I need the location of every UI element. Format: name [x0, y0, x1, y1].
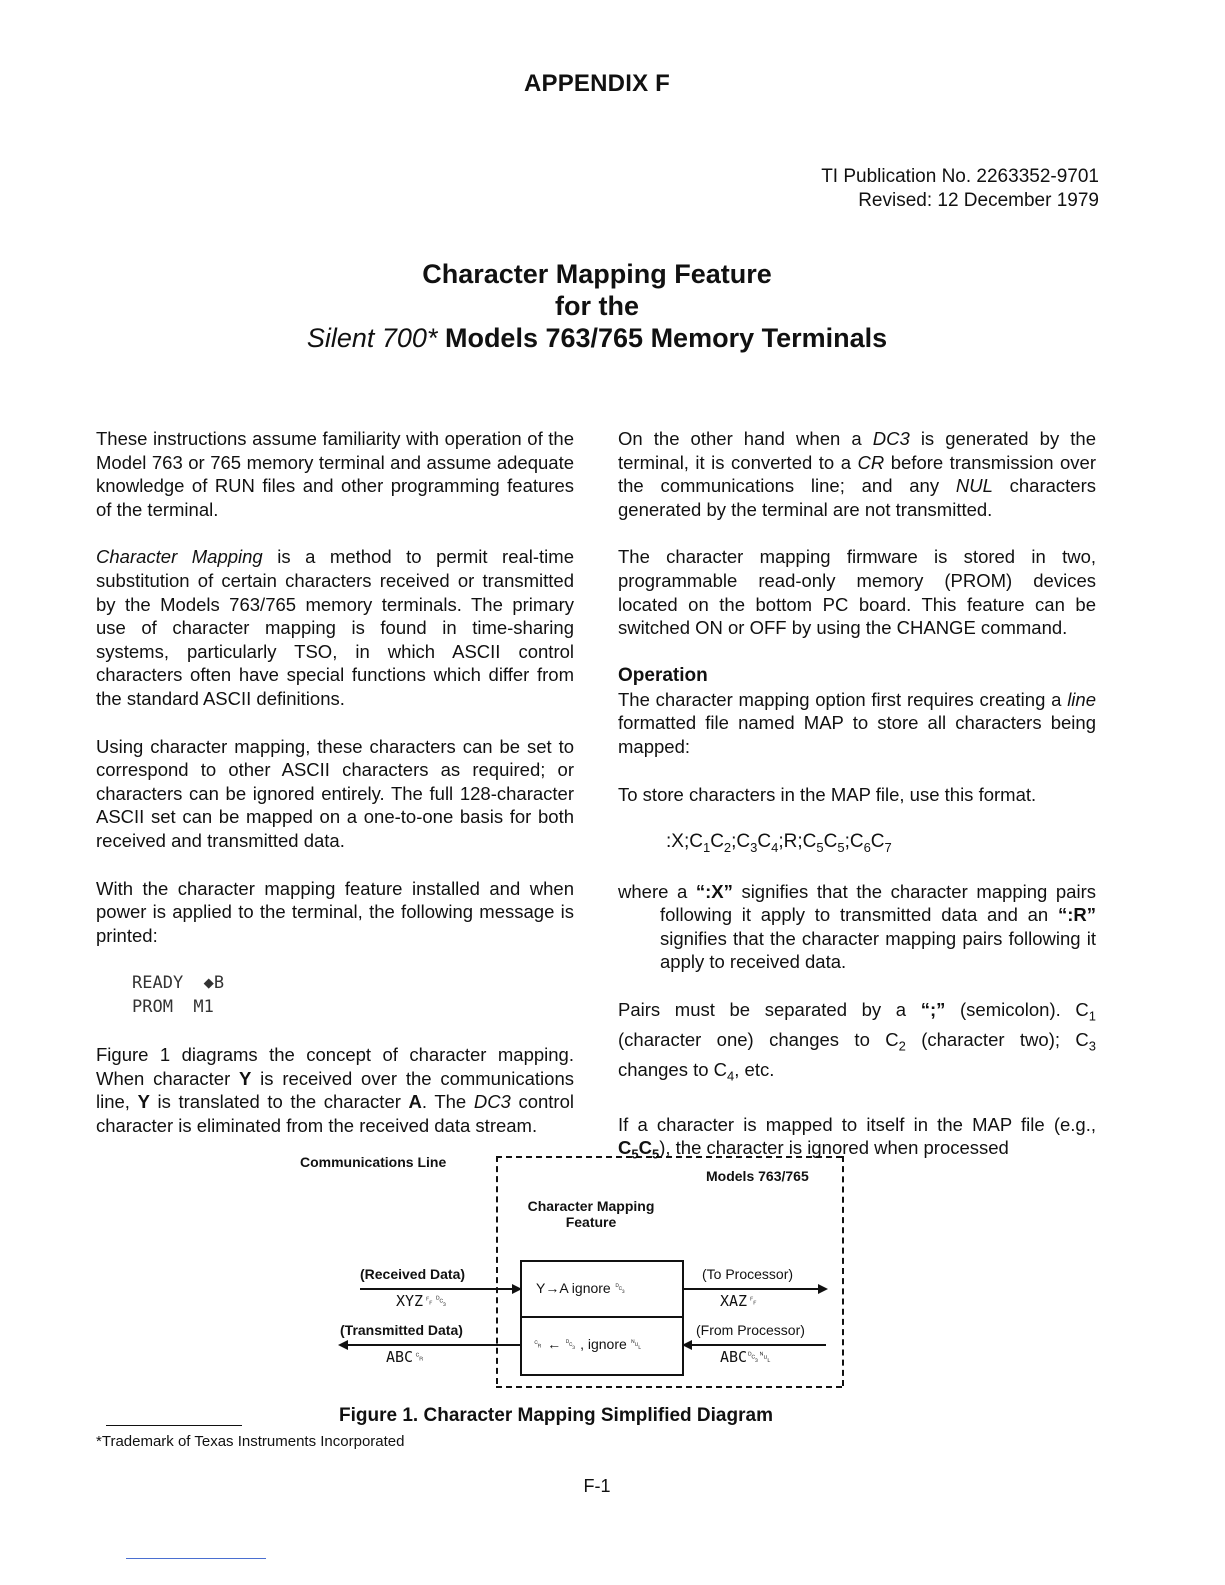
code-r: “:R” — [1057, 904, 1096, 926]
appendix-heading: APPENDIX F — [523, 70, 671, 97]
right-column — [618, 427, 1096, 1191]
code-x: “:X” — [695, 880, 733, 902]
term-cr: CR — [857, 451, 885, 473]
text-run: before transmission over the communications line; and any — [618, 451, 1097, 497]
operation-heading: Operation — [618, 664, 708, 686]
text-run: If a character is mapped to itself in the MAP file (e.g., — [618, 1113, 1096, 1135]
receive-mapping-box — [520, 1260, 684, 1318]
text-run: The character mapping option first requires creating a — [618, 688, 1068, 710]
text-run: formatted file named MAP to store all characters being mapped: — [618, 712, 1096, 757]
publication-number: TI Publication No. 2263352-9701 — [821, 166, 1099, 187]
paragraph-definition — [96, 545, 574, 710]
text-run: ), the character is ignored when processed — [659, 1137, 1009, 1159]
text-run: C — [638, 1137, 652, 1159]
to-processor-arrow — [684, 1288, 826, 1290]
message-line-1: READY ◆B — [132, 973, 225, 994]
title-line-2: for the — [555, 291, 639, 321]
feature-label-line-2: Feature — [565, 1214, 617, 1230]
feature-label — [516, 1198, 666, 1230]
map-format: $:X;C_1C_2;C_3C_4;R;C_5C_5;C_6C_7$ — [666, 831, 892, 855]
term-dc3: DC3 — [473, 1091, 511, 1113]
document-title — [0, 258, 1194, 354]
figure-caption — [0, 1405, 1112, 1427]
text-run: . The — [421, 1091, 474, 1113]
paragraph-pairs: Pairs must be separated by a “;” (semicolon). $C_1$ (character one) changes to $C_2$ (character two); $C_3$ changes to $C_4$, etc. — [618, 998, 1096, 1085]
from-processor-arrow — [684, 1344, 826, 1346]
paragraph-power-on: With the character mapping feature installed and when power is applied to the terminal, the following message is printed: — [96, 877, 574, 946]
text-run: (character one) changes to C — [618, 1029, 899, 1051]
received-data-label: (Received Data) — [360, 1266, 466, 1282]
left-column — [96, 427, 574, 1162]
figure-title: Character Mapping Simplified Diagram — [423, 1405, 773, 1426]
transmitted-data-label: (Transmitted Data) — [340, 1322, 463, 1338]
paragraph-usage: Using character mapping, these characters can be set to correspond to other ASCII characters as required; or characters can be ignored entirely. The full 128-character ASCII set can be mapped on a one-to-one basis for both received and transmitted data. — [96, 735, 574, 851]
from-processor-label: (From Processor) — [696, 1322, 805, 1338]
receive-mapping-rule: Y→A ignore ␓ — [536, 1280, 626, 1296]
text-run: C — [618, 1137, 632, 1159]
char-y: Y — [137, 1091, 150, 1113]
figure-number: Figure 1. — [339, 1405, 419, 1426]
transmitted-arrow — [340, 1344, 520, 1346]
paragraph-format-intro: To store characters in the MAP file, use this format. — [618, 783, 1037, 805]
text-run: characters generated by the terminal are not transmitted. — [618, 475, 1096, 520]
paragraph-intro: These instructions assume familiarity with operation of the Model 763 or 765 memory terminal and assume adequate knowledge of RUN files and other programming features of the terminal. — [96, 428, 574, 520]
text-run: (character two); C — [905, 1029, 1089, 1051]
char-a: A — [408, 1091, 422, 1113]
models-label: Models 763/765 — [706, 1168, 809, 1184]
title-trademark: Silent 700* — [306, 323, 438, 353]
terminal-boundary-bottom — [496, 1386, 842, 1388]
text-run: signifies that the character mapping pairs following it apply to transmitted data and an — [660, 880, 1096, 926]
transmitted-output-chars: ABC␍ — [386, 1348, 426, 1366]
title-models: Models 763/765 Memory Terminals — [437, 323, 888, 353]
paragraph-where — [618, 880, 1096, 974]
from-processor-chars: ABC␓␀ — [720, 1348, 772, 1366]
term-line: line — [1067, 688, 1096, 710]
text-run: (semicolon). C — [945, 998, 1089, 1020]
paragraph-transmit — [618, 427, 1096, 521]
text-run: is translated to the character — [149, 1091, 409, 1113]
message-line-2: PROM M1 — [132, 997, 214, 1018]
title-line-3 — [0, 322, 1194, 354]
paragraph-figure-ref — [96, 1043, 574, 1137]
page-number: F-1 — [583, 1476, 611, 1496]
paragraph-definition-text: is a method to permit real-time substitution of certain characters received or transmitted by the Models 763/765 memory terminals. The primary use of character mapping is found in time-sharing systems, particularly TSO, in which ASCII control characters often have special functions which differ from the standard ASCII definitions. — [96, 546, 574, 709]
transmit-mapping-rule: ␍ ← ␓ , ignore ␀ — [532, 1336, 642, 1352]
paragraph-firmware: The character mapping firmware is stored in two, programmable read-only memory (PROM) devices located on the bottom PC board. This feature can be switched ON or OFF by using the CHANGE command. — [618, 546, 1096, 639]
char-y: Y — [239, 1067, 252, 1089]
text-run: On the other hand when a — [618, 428, 873, 449]
paragraph-self-map: If a character is mapped to itself in the MAP file (e.g., $C_5C_5$), the character is ignored when processed — [618, 1113, 1096, 1163]
bottom-divider — [126, 1558, 266, 1559]
comm-line-label: Communications Line — [300, 1154, 447, 1170]
transmit-mapping-box — [520, 1316, 684, 1376]
feature-label-line-1: Character Mapping — [527, 1198, 655, 1214]
terminal-boundary-right — [842, 1156, 844, 1386]
term-dc3: DC3 — [872, 428, 910, 449]
revision-date: Revised: 12 December 1979 — [858, 190, 1099, 211]
text-run: Figure 1 diagrams the concept of character mapping. When character — [96, 1044, 574, 1089]
text-run: , etc. — [734, 1059, 775, 1081]
text-run: Pairs must be separated by a — [618, 998, 921, 1020]
received-arrow — [360, 1288, 520, 1290]
text-run: is generated by the terminal, it is converted to a — [618, 428, 1096, 473]
text-run: is received over the communications line, — [96, 1067, 574, 1113]
code-semicolon: “;” — [920, 998, 946, 1020]
printed-message — [132, 971, 574, 1019]
comm-line-boundary — [496, 1156, 498, 1384]
term-nul: NUL — [955, 475, 993, 497]
footnote-divider — [106, 1425, 242, 1426]
text-run: changes to C — [618, 1059, 728, 1081]
text-run: control character is eliminated from the received data stream. — [96, 1091, 574, 1137]
mapping-diagram — [300, 1150, 860, 1400]
terminal-boundary-top — [496, 1156, 842, 1158]
term-character-mapping: Character Mapping — [96, 546, 263, 568]
title-line-1: Character Mapping Feature — [422, 259, 772, 289]
received-input-chars: XYZ␌␓ — [396, 1292, 448, 1310]
to-processor-label: (To Processor) — [702, 1266, 794, 1282]
paragraph-operation — [618, 688, 1096, 759]
to-processor-chars: XAZ␌ — [720, 1292, 760, 1310]
publication-info — [821, 165, 1099, 213]
footnote: *Trademark of Texas Instruments Incorporated — [96, 1433, 405, 1450]
text-run: where a — [618, 880, 696, 902]
text-run: signifies that the character mapping pairs following it apply to received data. — [660, 927, 1096, 973]
